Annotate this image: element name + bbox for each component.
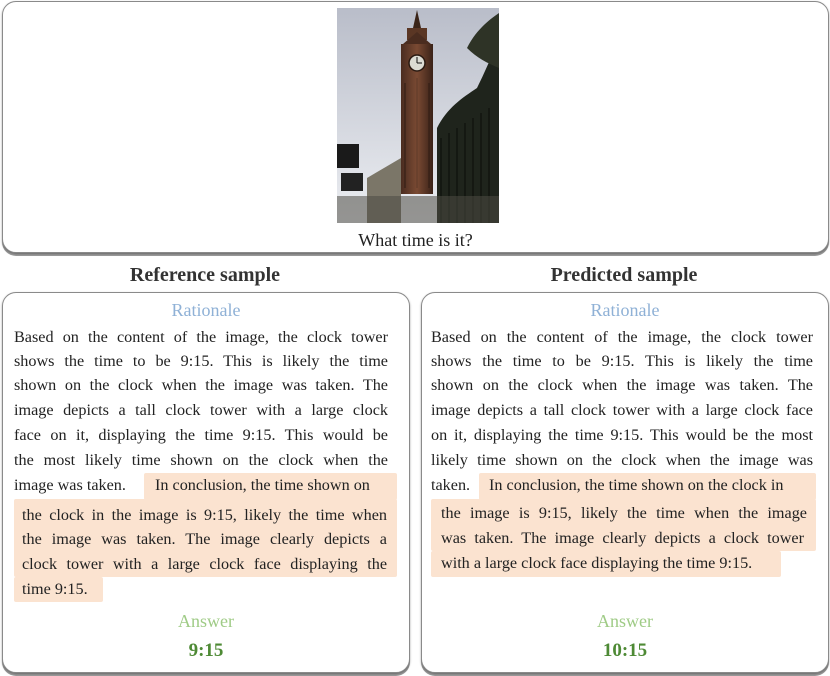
answer-value: 10:15 bbox=[602, 640, 648, 661]
predicted-sample-panel bbox=[421, 292, 829, 673]
rationale-line: In conclusion, the time shown on the clock in bbox=[489, 476, 784, 494]
rationale-line: face on it, displaying the time 9:15. This would be bbox=[14, 426, 388, 444]
rationale-line: shown on the clock when the image was taken. The bbox=[431, 376, 813, 394]
answer-value: 9:15 bbox=[188, 640, 224, 661]
rationale-line: image depicts a tall clock tower with a large clock face bbox=[431, 401, 813, 419]
rationale-line: time 9:15. bbox=[22, 580, 88, 598]
answer-label: Answer bbox=[178, 611, 234, 631]
question-text: What time is it? bbox=[358, 230, 473, 250]
rationale-line: taken. bbox=[431, 476, 471, 494]
rationale-label: Rationale bbox=[171, 300, 241, 320]
rationale-line: likely time shown on the clock when the image was bbox=[431, 451, 813, 469]
rationale-line: the image is 9:15, likely the time when the image bbox=[441, 504, 807, 522]
rationale-line: was taken. The image clearly depicts a clock tower bbox=[441, 529, 804, 547]
rationale-line: shows the time to be 9:15. This is likely the time bbox=[431, 352, 813, 370]
rationale-line: In conclusion, the time shown on bbox=[155, 476, 370, 494]
rationale-line: image depicts a tall clock tower with a large clock bbox=[14, 401, 388, 419]
rationale-line: Based on the content of the image, the clock tower bbox=[14, 328, 388, 346]
rationale-line: on it, displaying the time 9:15. This would be the most bbox=[431, 426, 813, 444]
predicted-sample-title: Predicted sample bbox=[550, 264, 698, 286]
rationale-line: shows the time to be 9:15. This is likely the time bbox=[14, 352, 388, 370]
question-panel bbox=[2, 1, 829, 253]
reference-sample-panel bbox=[2, 292, 410, 673]
reference-sample-title: Reference sample bbox=[129, 264, 281, 286]
rationale-line: the most likely time shown on the clock when the bbox=[14, 451, 388, 469]
rationale-line: Based on the content of the image, the clock tower bbox=[431, 328, 813, 346]
rationale-line: the image was taken. The image clearly depicts a bbox=[22, 530, 387, 548]
rationale-line: shown on the clock when the image was taken. The bbox=[14, 376, 388, 394]
clock-tower-photo bbox=[337, 8, 499, 223]
rationale-line: image was taken. bbox=[14, 476, 126, 494]
rationale-line: clock tower with a large clock face displaying the bbox=[22, 555, 387, 573]
answer-label: Answer bbox=[597, 611, 653, 631]
rationale-line: with a large clock face displaying the time 9:15. bbox=[441, 554, 753, 572]
rationale-label: Rationale bbox=[590, 300, 660, 320]
rationale-line: the clock in the image is 9:15, likely the time when bbox=[22, 506, 387, 524]
